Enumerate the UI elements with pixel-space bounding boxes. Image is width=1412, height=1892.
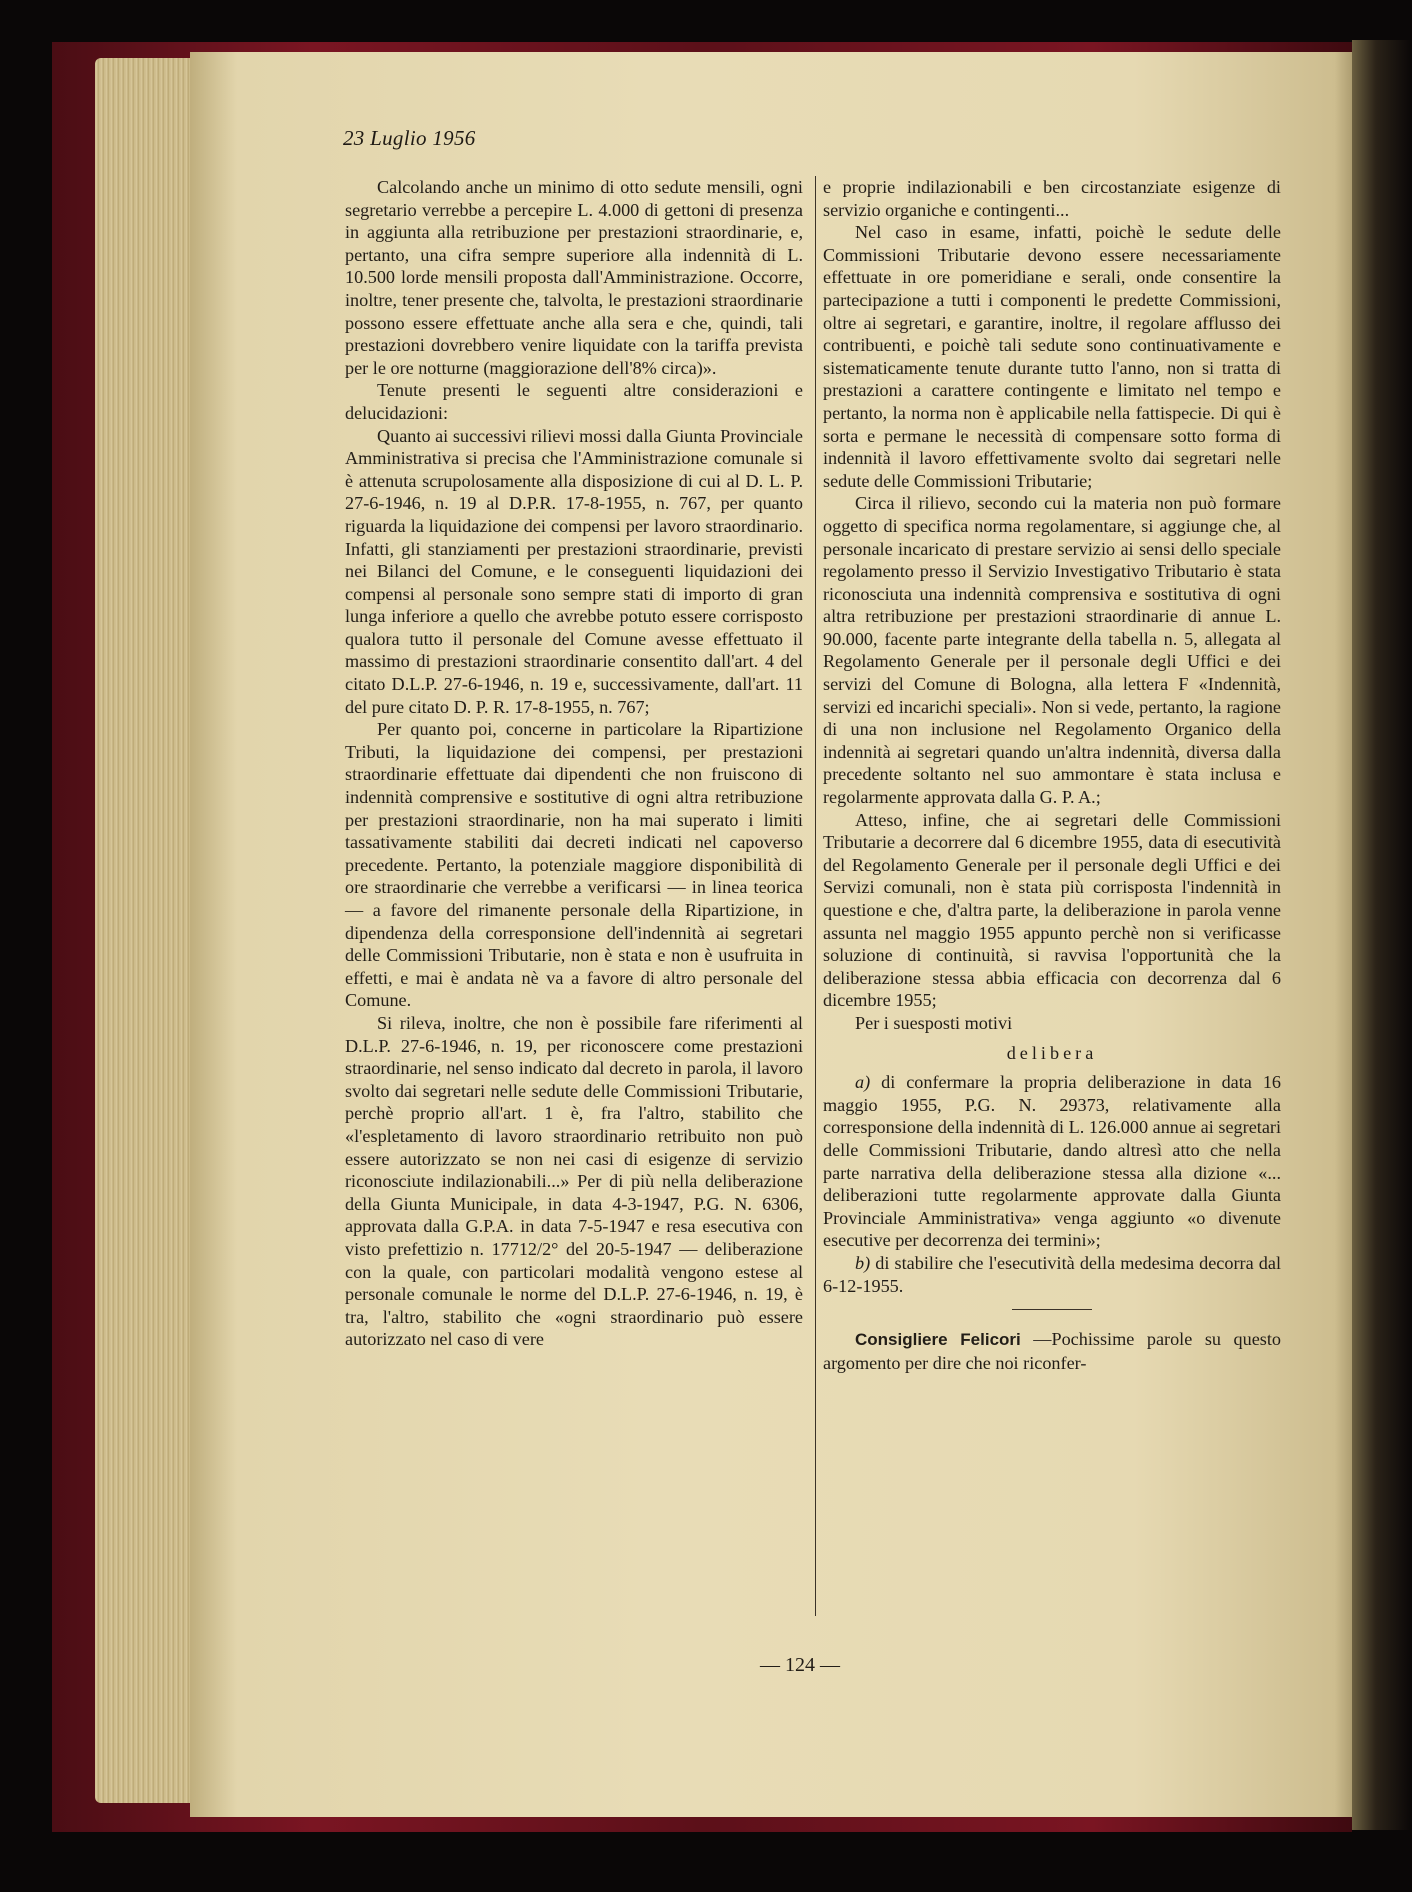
speaker-name: Consigliere Felicori — [855, 1330, 1021, 1350]
delibera-heading: delibera — [1006, 1042, 1098, 1063]
right-column — [823, 176, 1281, 1374]
paragraph: Tenute presenti le seguenti altre considerazioni e delucidazioni: — [345, 380, 803, 423]
item-letter: a) — [855, 1072, 871, 1093]
paragraph: Si rileva, inoltre, che non è possibile fare riferimenti al D.L.P. 27-6-1946, n. 19, per riconoscere come prestazioni straordinarie, nel senso indicato dal decreto in parola, il lavoro svolto dai segretari nelle sedute delle Commissioni Tributarie, perchè proprio all'art. 1 è, fra l'altro, stabilito che «l'espletamento di lavoro straordinario retribuito non può essere autorizzato se non nei casi di esigenze di servizio riconosciute indilazionabili...» Per di più nella deliberazione della Giunta Municipale, in data 4-3-1947, P.G. N. 6306, approvata dalla G.P.A. in data 7-5-1947 e resa esecutiva con visto prefettizio n. 17712/2° del 20-5-1947 — deliberazione con la quale, con particolari modalità vengono estese al personale comunale le norme del D.L.P. 27-6-1946, n. 19, è tra, l'altro, stabilito che «ogni straordinario può essere autorizzato nel caso di vere — [345, 1012, 803, 1350]
paragraph: Per quanto poi, concerne in particolare la Ripartizione Tributi, la liquidazione dei compensi, per prestazioni straordinarie effettuate dai dipendenti che non fruiscono di indennità comprensive e sostitutive di ogni altra retribuzione per prestazioni straordinarie, non ha mai superato i limiti tassativamente stabiliti dai decreti indicati nel capoverso precedente. Pertanto, la potenziale maggiore disponibilità di ore straordinarie che verrebbe a verificarsi — in linea teorica — a favore del rimanente personale della Ripartizione, in dipendenza della corresponsione dell'indennità ai segretari delle Commissioni Tributarie, non è stata e non è usufruita in effetti, e mai è andata nè va a favore di altro personale del Comune. — [345, 719, 803, 1011]
binding-shadow — [1352, 40, 1412, 1830]
item-text: di stabilire che l'esecutività della medesima decorra dal 6-12-1955. — [823, 1252, 1282, 1296]
paragraph: Atteso, infine, che ai segretari delle Commissioni Tributarie a decorrere dal 6 dicembre 1955, data di esecutività del Regolamento Generale per il personale degli Uffici e dei Servizi comunali, non è stata più corrisposta l'indennità in questione e che, d'altra parte, la deliberazione in parola venne assunta nel maggio 1955 appunto perchè non si verificasse soluzione di continuità, si ravvisa l'opportunità che la deliberazione stessa abbia efficacia con decorrenza dal 6 dicembre 1955; — [823, 809, 1281, 1011]
paragraph: Nel caso in esame, infatti, poichè le sedute delle Commissioni Tributarie devono essere necessariamente effettuate in ore pomeridiane e serali, onde consentire la partecipazione a tutti i componenti le predette Commissioni, oltre ai segretari, e garantire, inoltre, il regolare afflusso dei contribuenti, e poichè tali sedute sono continuativamente e sistematicamente tenute durante tutto l'anno, non si tratta di prestazioni a carattere contingente e limitato nel tempo e pertanto, la norma non è applicabile nella fattispecie. Di qui è sorta e permane le necessità di compensare sotto forma di indennità il lavoro effettivamente svolto dai segretari nelle sedute delle Commissioni Tributarie; — [823, 222, 1281, 491]
item-letter: b) — [855, 1252, 871, 1273]
paragraph: Calcolando anche un minimo di otto sedute mensili, ogni segretario verrebbe a percepire L. 4.000 di gettoni di presenza in aggiunta alla retribuzione per prestazioni straordinarie, e, pertanto, una cifra sempre superiore alla indennità di L. 10.500 lorde mensili proposta dall'Amministrazione. Occorre, inoltre, tener presente che, talvolta, le prestazioni straordinarie possono essere effettuate anche alla sera e che, quindi, tali prestazioni dovrebbero venire liquidate con la tariffa prevista per le ore notturne (maggiorazione dell'8% circa)». — [345, 177, 803, 378]
paragraph: Quanto ai successivi rilievi mossi dalla Giunta Provinciale Amministrativa si precisa che l'Amministrazione comunale si è attenuta scrupolosamente alla disposizione di cui al D. L. P. 27-6-1946, n. 19 al D.P.R. 17-8-1955, n. 767, per quanto riguarda la liquidazione dei compensi per lavoro straordinario. Infatti, gli stanziamenti per prestazioni straordinarie, previsti nei Bilanci del Comune, e le conseguenti liquidazioni dei compensi al personale sono sempre stati di importo di gran lunga inferiore a quello che avrebbe potuto essere corrisposto qualora tutto il personale del Comune avesse effettuato il massimo di prestazioni straordinarie consentito dall'art. 4 del citato D.L.P. 27-6-1946, n. 19 e, successivamente, dall'art. 11 del pure citato D. P. R. 17-8-1955, n. 767; — [345, 425, 803, 717]
item-text: di confermare la propria deliberazione in data 16 maggio 1955, P.G. N. 29373, relativamente alla corresponsione della indennità di L. 126.000 annue ai segretari delle Commissioni Tributarie, dando altresì atto che nella parte narrativa della deliberazione stessa alla dizione «... deliberazioni tutte regolarmente approvate dalla Giunta Provinciale Amministrativa» venga aggiunto «o divenute esecutive per decorrenza dei termini»; — [823, 1072, 1282, 1251]
left-column — [345, 176, 803, 1351]
paragraph-continuation: e proprie indilazionabili e ben circostanziate esigenze di servizio organiche e contingenti... — [823, 177, 1281, 220]
page-edges — [95, 58, 205, 1803]
resolution-item-b — [823, 1252, 1281, 1297]
speaker-paragraph — [823, 1328, 1281, 1374]
column-divider — [815, 176, 816, 1616]
speech-text: —Pochissime parole su questo argomento per dire che noi riconfer- — [823, 1329, 1281, 1373]
page-header-date: 23 Luglio 1956 — [343, 126, 476, 150]
resolution-item-a — [823, 1071, 1281, 1252]
page-number: — 124 — — [760, 1654, 840, 1676]
paragraph: Circa il rilievo, secondo cui la materia non può formare oggetto di specifica norma regolamentare, si aggiunge che, al personale incaricato di prestare servizio ai sensi dello speciale regolamento presso il Servizio Investigativo Tributario è stata riconosciuta una indennità comprensiva e sostitutiva di ogni altra retribuzione per prestazioni straordinarie di annue L. 90.000, facente parte integrante della tabella n. 5, allegata al Regolamento Generale per il personale degli Uffici e dei servizi del Comune di Bologna, alla lettera F «Indennità, servizi ed incarichi speciali». Non si vede, pertanto, la ragione di una non inclusione nel Regolamento Organico della indennità ai segretari quando un'altra indennità, diversa dalla precedente soltanto nel suo ammontare è stata inclusa e regolarmente approvata dalla G. P. A.; — [823, 493, 1281, 808]
paragraph: Per i suesposti motivi — [855, 1012, 1013, 1033]
section-separator — [1012, 1309, 1092, 1310]
